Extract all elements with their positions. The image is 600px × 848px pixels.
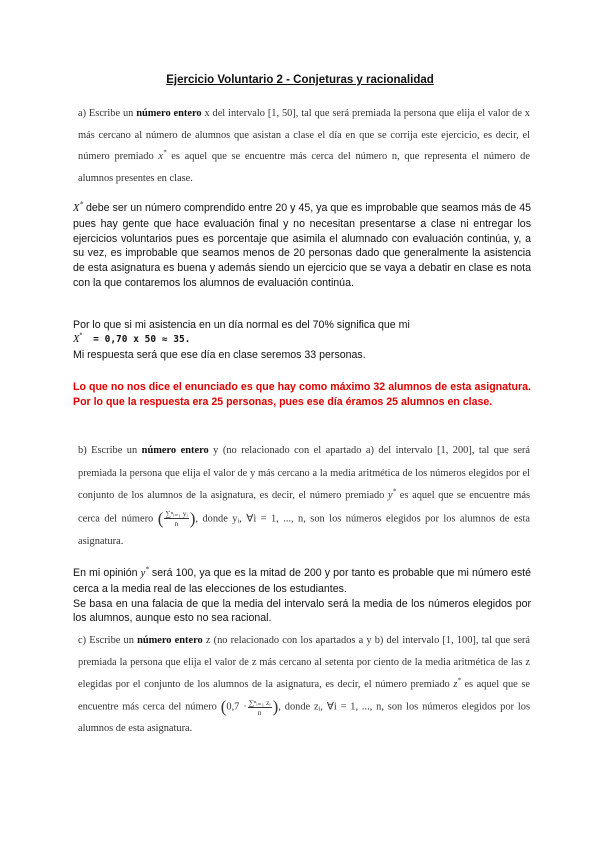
answer-a-calc xyxy=(73,318,531,362)
question-b-fraction: $\frac{\text{∑ⁿᵢ₌₁ yᵢ}}{n}$ xyxy=(165,509,188,529)
question-b-bold: número entero xyxy=(141,445,209,456)
question-c-text-4: , donde zᵢ, ∀i = 1, ..., n, son los números elegidos por los alumnos de esta asignatura. xyxy=(78,701,530,735)
question-a-var: x* xyxy=(158,148,167,162)
question-b-text-4: , donde yᵢ, ∀i = 1, ..., n, son los números elegidos por los alumnos de esta asignatura. xyxy=(78,513,530,547)
answer-a-final: Mi respuesta será que ese día en clase seremos 33 personas. xyxy=(73,348,366,361)
question-c-text-2: z (no relacionado con los apartados a y b) del intervalo [1, 100], tal que será premiada la persona que elija el valor de z más cercano al setenta por ciento de la media aritmética de las z elegidas por el conjunto de los alumnos de la asignatura, es decir, el número premiado xyxy=(78,635,530,690)
answer-a-var: X* xyxy=(73,200,83,214)
answer-b-text-2: será 100, ya que es la mitad de 200 y por tanto es probable que mi número esté cerca a la media real de las elecciones de los estudiantes. xyxy=(73,567,531,595)
question-b-var: y* xyxy=(388,487,397,501)
question-a-text-1: a) Escribe un xyxy=(78,108,137,119)
question-b: b) Escribe un número entero y (no relacionado con el apartado a) del intervalo [1, 200], tal que será premiada la persona que elija el valor de y más cercano a la media aritmética de los números elegidos por el conjunto de los alumnos de la asignatura, es decir, el número premiado y* es aquel que se encuentre más cerca del número ( $\frac{\text{∑ⁿᵢ₌₁ yᵢ}}{n}$ ), donde yᵢ, ∀i = 1, ..., n, son los números elegidos por los alumnos de esta asignatura. xyxy=(78,445,530,547)
correction-note: Lo que no nos dice el enunciado es que hay como máximo 32 alumnos de esta asignatura. Por lo que la respuesta era 25 personas, pues ese día éramos 25 alumnos en clase. xyxy=(73,381,531,408)
answer-b-text-1: En mi opinión xyxy=(73,567,141,579)
answer-b-paragraph xyxy=(73,566,531,626)
question-a-text-3: es aquel que se encuentre más cerca del número n, que representa el número de alumnos presentes en clase. xyxy=(78,151,530,184)
question-c-text-3: es aquel que se encuentre más cerca del número xyxy=(78,679,530,713)
answer-a-paragraph xyxy=(73,201,531,291)
question-b-text-3: es aquel que se encuentre más cerca del número xyxy=(78,490,530,525)
question-b-text-2: y (no relacionado con el apartado a) del intervalo [1, 200], tal que será premiada la persona que elija el valor de y más cercano a la media aritmética de los números elegidos por el conjunto de los alumnos de la asignatura, es decir, el número premiado xyxy=(78,445,530,501)
question-c-var: z* xyxy=(453,676,461,690)
question-a-bold: número entero xyxy=(136,108,202,119)
question-a xyxy=(78,103,530,189)
formula-text: = 0,70 x 50 ≈ 35. xyxy=(93,333,191,345)
question-c-coef: 0,7 · xyxy=(226,701,247,713)
question-c-fraction: $\frac{\text{∑ⁿᵢ₌₁ zᵢ}}{n}$ xyxy=(248,697,271,717)
answer-a-text: debe ser un número comprendido entre 20 y 45, ya que es improbable que seamos más de 45 pues hay gente que hace evaluación final y no necesitan presentarse a clase ni entregar los ejercicios voluntarios pues es porcentaje que asimila el alumnado con evaluación continúa, y, a su vez, es improbable que seamos menos de 20 personas dado que generalmente la asistencia de esta asignatura es buena y además siendo un ejercicio que se vaya a debatir en clase es nota con la que contaremos los alumnos de evaluación continúa. xyxy=(73,202,531,289)
question-a-text-2: x del intervalo [1, 50], tal que será premiada la persona que elija el valor de x más cercano al número de alumnos que asistan a clase el día en que se corrija este ejercicio, es decir, el número premiado xyxy=(78,108,530,162)
answer-a-formula: X* = 0,70 x 50 ≈ 35. xyxy=(73,332,191,345)
question-b-text-1: b) Escribe un xyxy=(78,445,142,456)
question-c: c) Escribe un número entero z (no relacionado con los apartados a y b) del intervalo [1, 100], tal que será premiada la persona que elija el valor de z más cercano al setenta por ciento de la media aritmética de las z elegidas por el conjunto de los alumnos de la asignatura, es decir, el número premiado z* es aquel que se encuentre más cerca del número (0,7 · $\frac{\text{∑ⁿᵢ₌₁ zᵢ}}{n}$ ), donde zᵢ, ∀i = 1, ..., n, son los números elegidos por los alumnos de esta asignatura. xyxy=(78,635,530,735)
answer-b-var: y* xyxy=(140,565,149,579)
question-c-text-1: c) Escribe un xyxy=(78,635,138,646)
answer-b-text-3: Se basa en una falacia de que la media del intervalo será la media de los números elegidos por los alumnos, aunque esto no sea racional. xyxy=(73,597,531,625)
page-title: Ejercicio Voluntario 2 - Conjeturas y racionalidad xyxy=(166,74,434,86)
answer-a-calc-text: Por lo que si mi asistencia en un día normal es del 70% significa que mi xyxy=(73,319,410,331)
question-c-bold: número entero xyxy=(137,635,203,646)
